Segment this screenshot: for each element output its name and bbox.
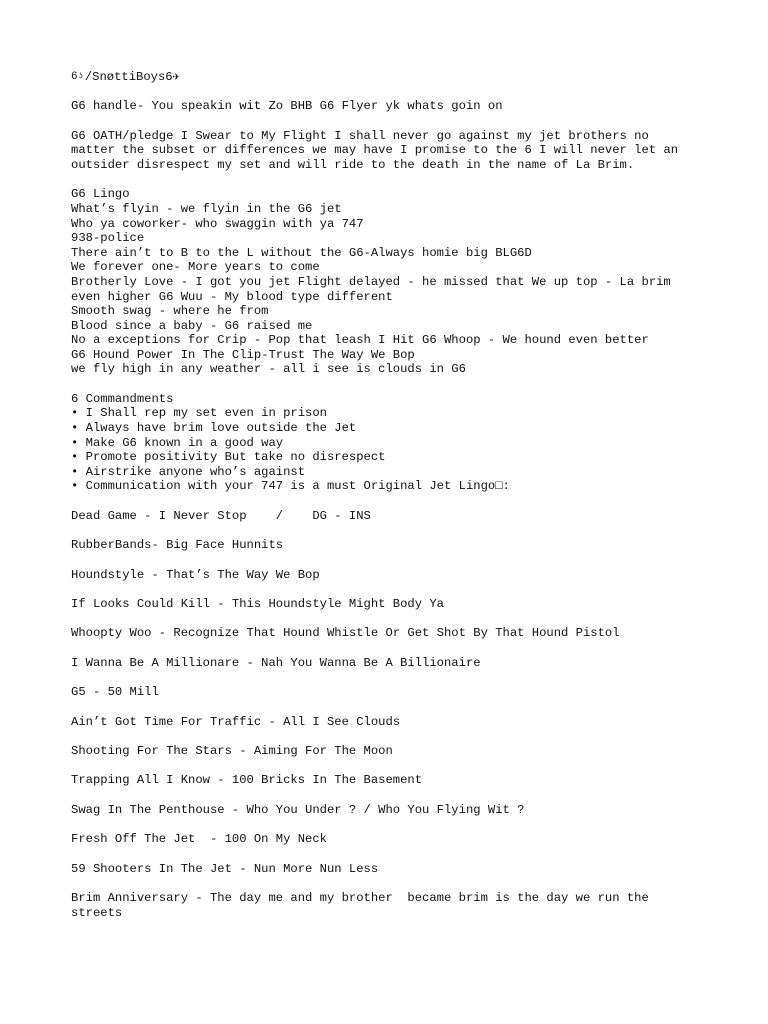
flame-icon: ʖ — [78, 73, 83, 81]
phrase-line: Trapping All I Know - 100 Bricks In The Basement — [71, 773, 423, 788]
lingo-line: we fly high in any weather - all i see is clouds in G6 — [71, 362, 466, 377]
lingo-section — [71, 187, 731, 377]
handle-line: G6 handle- You speakin wit Zo BHB G6 Flyer yk whats goin on — [71, 99, 503, 114]
phrase-line: Dead Game - I Never Stop / DG - INS — [71, 508, 371, 523]
six-badge-icon: 6 — [71, 71, 78, 83]
phrase-line: Whoopty Woo - Recognize That Hound Whistle Or Get Shot By That Hound Pistol — [71, 626, 620, 641]
commandments-heading: 6 Commandments — [71, 391, 174, 406]
spacer — [71, 759, 731, 774]
oath-line: G6 OATH/pledge I Swear to My Flight I shall never go against my jet brothers no — [71, 128, 649, 143]
phrase-line: I Wanna Be A Millionare - Nah You Wanna Be A Billionaire — [71, 655, 481, 670]
phrase-line: Shooting For The Stars - Aiming For The Moon — [71, 743, 393, 758]
spacer — [71, 173, 731, 188]
phrase-line: G5 - 50 Mill — [71, 685, 159, 700]
document-page — [71, 70, 731, 920]
spacer — [71, 582, 731, 597]
spacer — [71, 85, 731, 100]
phrase-line: Swag In The Penthouse - Who You Under ? / Who You Flying Wit ? — [71, 802, 525, 817]
lingo-line: Who ya coworker- who swaggin with ya 747 — [71, 216, 364, 231]
phrase-line: 59 Shooters In The Jet - Nun More Nun Less — [71, 861, 379, 876]
spacer — [71, 788, 731, 803]
spacer — [71, 700, 731, 715]
spacer — [71, 114, 731, 129]
commandment-item: • Communication with your 747 is a must Original Jet Lingo□: — [71, 479, 510, 494]
commandment-item: • Airstrike anyone who’s against — [71, 464, 306, 479]
spacer — [71, 377, 731, 392]
spacer — [71, 670, 731, 685]
phrase-line: Houndstyle - That’s The Way We Bop — [71, 567, 320, 582]
anniversary-paragraph — [71, 891, 731, 920]
lingo-line: No a exceptions for Crip - Pop that leash I Hit G6 Whoop - We hound even better — [71, 333, 649, 348]
commandment-item: • Always have brim love outside the Jet — [71, 421, 357, 436]
oath-line: matter the subset or differences we may have I promise to the 6 I will never let an — [71, 143, 679, 158]
phrase-line: If Looks Could Kill - This Houndstyle Might Body Ya — [71, 597, 444, 611]
commandments-section — [71, 392, 731, 494]
commandment-item: • Make G6 known in a good way — [71, 435, 284, 450]
spacer — [71, 553, 731, 568]
commandment-item: • Promote positivity But take no disrespect — [71, 450, 386, 465]
lingo-line: We forever one- More years to come — [71, 260, 320, 275]
spacer — [71, 523, 731, 538]
spacer — [71, 876, 731, 891]
lingo-line: Blood since a baby - G6 raised me — [71, 318, 313, 333]
spacer — [71, 817, 731, 832]
document-title — [71, 70, 731, 85]
lingo-line: 938-police — [71, 231, 145, 246]
spacer — [71, 729, 731, 744]
lingo-line: G6 Hound Power In The Clip-Trust The Way We Bop — [71, 347, 415, 362]
phrase-line: Fresh Off The Jet - 100 On My Neck — [71, 832, 327, 847]
spacer — [71, 494, 731, 509]
spacer — [71, 847, 731, 862]
phrase-line: Ain’t Got Time For Traffic - All I See Clouds — [71, 714, 401, 729]
lingo-line: What’s flyin - we flyin in the G6 jet — [71, 201, 342, 216]
lingo-line: There ain’t to B to the L without the G6-Always homie big BLG6D — [71, 245, 532, 260]
lingo-heading: G6 Lingo — [71, 187, 130, 202]
lingo-line: even higher G6 Wuu - My blood type different — [71, 289, 393, 304]
commandment-item: • I Shall rep my set even in prison — [71, 406, 327, 421]
phrase-line: RubberBands- Big Face Hunnits — [71, 538, 284, 553]
title-text: /SnøttiBoys6✈ — [84, 70, 180, 84]
anniversary-line: Brim Anniversary - The day me and my brother became brim is the day we run the — [71, 890, 649, 905]
oath-line: outsider disrespect my set and will ride to the death in the name of La Brim. — [71, 157, 635, 172]
oath-paragraph — [71, 129, 731, 173]
spacer — [71, 641, 731, 656]
lingo-line: Smooth swag - where he from — [71, 304, 269, 319]
anniversary-line: streets — [71, 905, 123, 920]
lingo-line: Brotherly Love - I got you jet Flight delayed - he missed that We up top - La brim — [71, 274, 671, 289]
spacer — [71, 612, 731, 627]
